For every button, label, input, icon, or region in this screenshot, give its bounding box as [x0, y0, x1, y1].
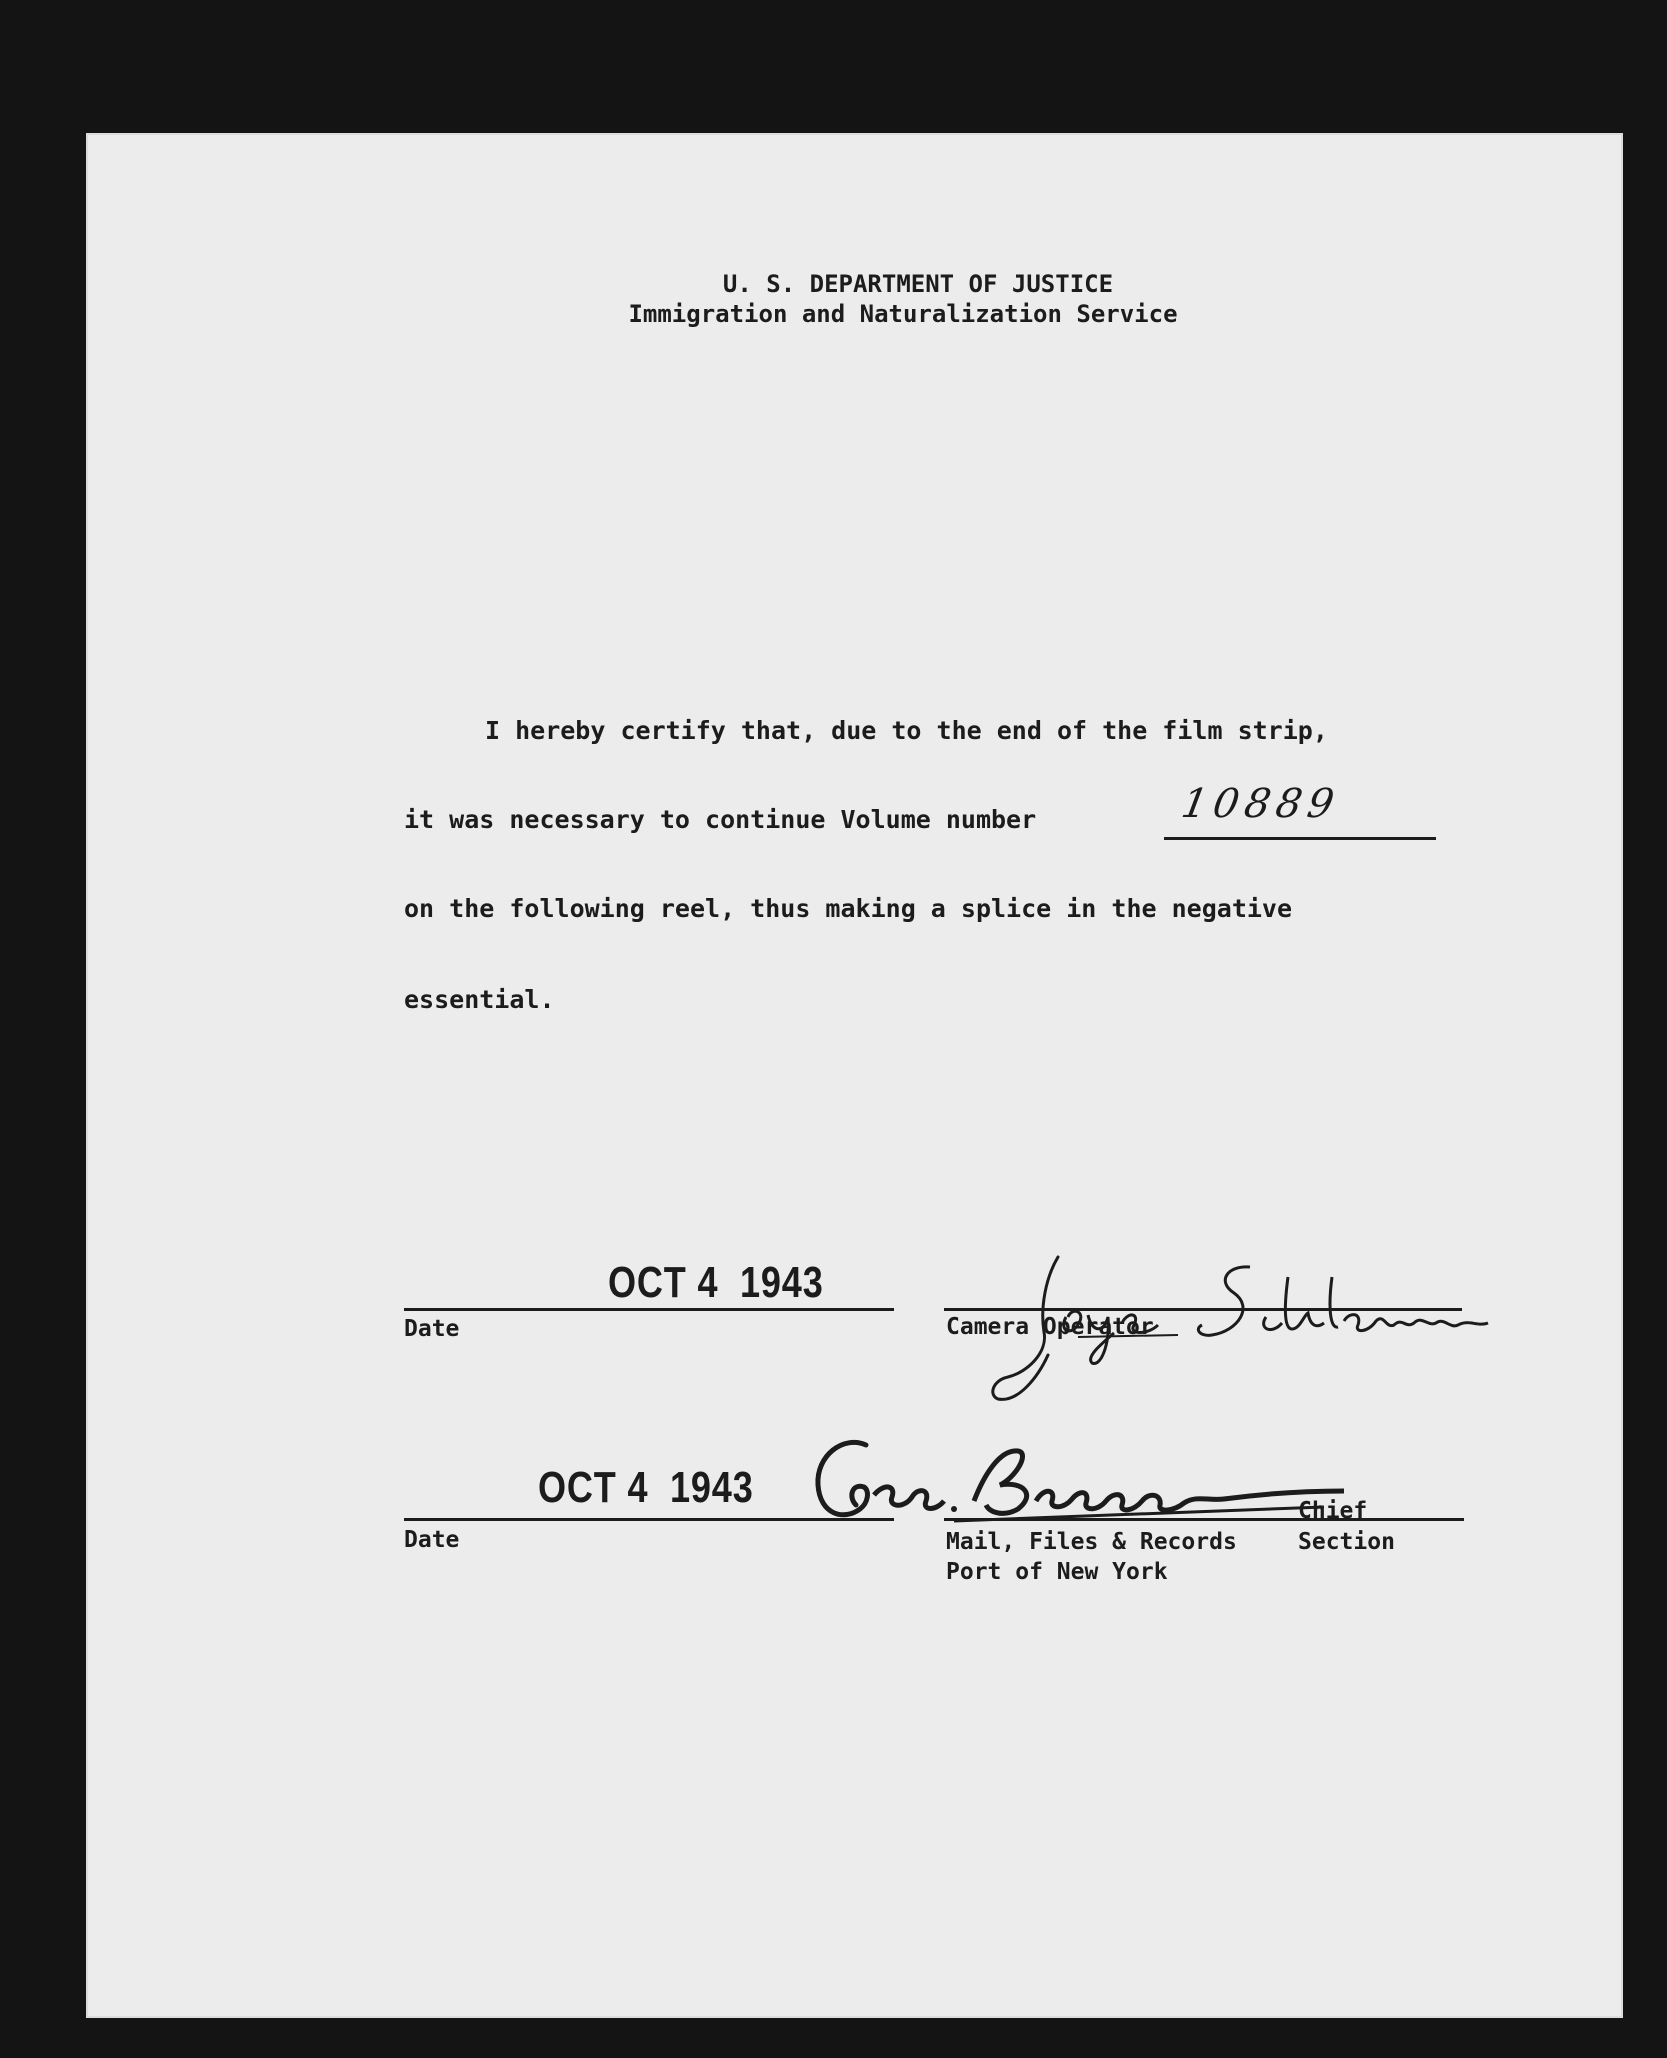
chief-title-section: Section: [1298, 1529, 1395, 1555]
chief-date-stamp: OCT 4 1943: [538, 1463, 754, 1512]
volume-number-field: [1164, 781, 1436, 840]
certification-line-2: it was necessary to continue Volume number: [404, 805, 1052, 834]
document-page: [86, 133, 1623, 2018]
certification-line-1: I hereby certify that, due to the end of the film strip,: [485, 716, 1328, 745]
operator-date-line: [404, 1308, 894, 1311]
chief-title-port: Port of New York: [946, 1559, 1168, 1585]
operator-title: Camera Operator: [946, 1314, 1154, 1340]
chief-title-mail-files-records: Mail, Files & Records: [946, 1529, 1237, 1555]
header-department: U. S. DEPARTMENT OF JUSTICE: [722, 270, 1114, 298]
chief-date-label: Date: [404, 1527, 460, 1553]
certification-line-3: on the following reel, thus making a splice in the negative: [404, 894, 1293, 923]
chief-signature-line: [944, 1518, 1464, 1521]
certification-line-4: essential.: [404, 985, 555, 1014]
operator-date-label: Date: [404, 1316, 460, 1342]
volume-number-handwritten: 10889: [1177, 781, 1344, 827]
operator-signature-line: [944, 1308, 1462, 1311]
operator-date-stamp: OCT 4 1943: [608, 1258, 824, 1307]
header-service: Immigration and Naturalization Service: [628, 300, 1178, 328]
chief-title: Chief: [1298, 1498, 1368, 1524]
